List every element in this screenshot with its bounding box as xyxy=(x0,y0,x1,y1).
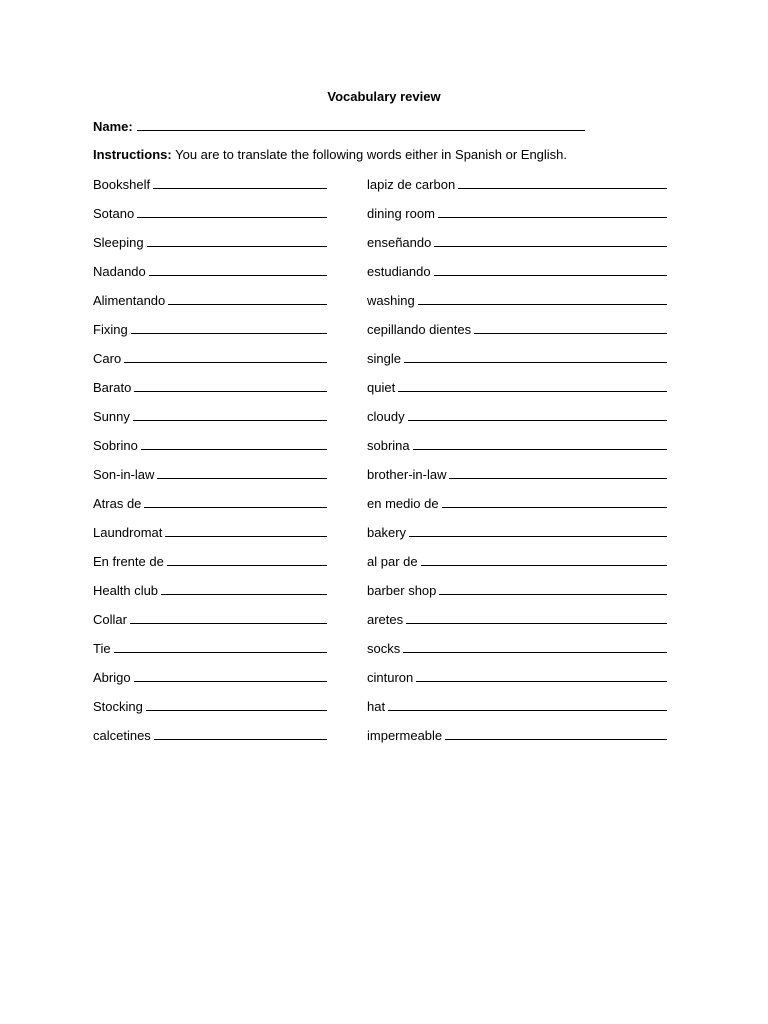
instructions-text: You are to translate the following words either in Spanish or English. xyxy=(171,147,568,162)
vocab-item xyxy=(93,697,327,726)
vocab-item xyxy=(93,407,327,436)
answer-blank[interactable] xyxy=(144,494,327,508)
vocab-item xyxy=(93,320,327,349)
instructions xyxy=(93,146,567,164)
vocab-item xyxy=(93,726,327,755)
vocab-item xyxy=(93,436,327,465)
vocab-word: calcetines xyxy=(93,728,151,743)
answer-blank[interactable] xyxy=(157,465,327,479)
vocab-word: sobrina xyxy=(367,438,410,453)
answer-blank[interactable] xyxy=(403,639,667,653)
answer-blank[interactable] xyxy=(165,523,327,537)
vocab-word: Caro xyxy=(93,351,122,366)
vocab-word: Bookshelf xyxy=(93,177,151,192)
vocab-word: Sotano xyxy=(93,206,135,221)
vocab-item xyxy=(367,407,667,436)
vocab-item xyxy=(93,262,327,291)
answer-blank[interactable] xyxy=(416,668,667,682)
answer-blank[interactable] xyxy=(458,175,667,189)
vocab-item xyxy=(367,668,667,697)
answer-blank[interactable] xyxy=(133,407,327,421)
vocab-item xyxy=(93,494,327,523)
answer-blank[interactable] xyxy=(154,726,327,740)
vocab-word: hat xyxy=(367,699,386,714)
vocab-item xyxy=(93,523,327,552)
vocab-word: cloudy xyxy=(367,409,405,424)
vocab-word: Sobrino xyxy=(93,438,138,453)
instructions-label: Instructions: xyxy=(93,147,172,162)
answer-blank[interactable] xyxy=(149,262,327,276)
vocab-item xyxy=(367,349,667,378)
vocab-word: estudiando xyxy=(367,264,431,279)
vocab-item xyxy=(367,494,667,523)
vocab-item xyxy=(93,204,327,233)
vocab-item xyxy=(367,320,667,349)
vocab-word: en medio de xyxy=(367,496,439,511)
vocab-word: Atras de xyxy=(93,496,142,511)
vocab-word: bakery xyxy=(367,525,407,540)
answer-blank[interactable] xyxy=(114,639,327,653)
vocab-word: Tie xyxy=(93,641,111,656)
answer-blank[interactable] xyxy=(449,465,667,479)
vocab-item xyxy=(367,552,667,581)
vocab-item xyxy=(367,291,667,320)
answer-blank[interactable] xyxy=(439,581,667,595)
answer-blank[interactable] xyxy=(434,233,667,247)
vocab-word: Sunny xyxy=(93,409,130,424)
vocab-word: Nadando xyxy=(93,264,146,279)
answer-blank[interactable] xyxy=(146,697,327,711)
vocab-item xyxy=(367,233,667,262)
vocab-item xyxy=(367,175,667,204)
answer-blank[interactable] xyxy=(434,262,667,276)
answer-blank[interactable] xyxy=(168,291,327,305)
answer-blank[interactable] xyxy=(445,726,667,740)
answer-blank[interactable] xyxy=(141,436,327,450)
vocab-item xyxy=(367,262,667,291)
name-blank[interactable] xyxy=(137,117,585,131)
vocab-item xyxy=(93,581,327,610)
vocab-word: barber shop xyxy=(367,583,437,598)
vocab-word: Sleeping xyxy=(93,235,144,250)
answer-blank[interactable] xyxy=(442,494,667,508)
vocab-word: En frente de xyxy=(93,554,164,569)
vocab-item xyxy=(93,233,327,262)
vocab-word: Laundromat xyxy=(93,525,163,540)
vocab-item xyxy=(367,697,667,726)
answer-blank[interactable] xyxy=(474,320,667,334)
vocab-word: cepillando dientes xyxy=(367,322,472,337)
vocab-item xyxy=(93,639,327,668)
vocab-word: single xyxy=(367,351,401,366)
vocab-word: Abrigo xyxy=(93,670,131,685)
vocab-word: al par de xyxy=(367,554,418,569)
vocab-word: Health club xyxy=(93,583,159,598)
answer-blank[interactable] xyxy=(147,233,327,247)
vocab-word: washing xyxy=(367,293,415,308)
answer-blank[interactable] xyxy=(406,610,667,624)
answer-blank[interactable] xyxy=(398,378,667,392)
vocab-word: Alimentando xyxy=(93,293,166,308)
name-row xyxy=(93,117,585,136)
answer-blank[interactable] xyxy=(409,523,667,537)
vocab-item xyxy=(367,581,667,610)
vocab-item xyxy=(367,378,667,407)
answer-blank[interactable] xyxy=(404,349,667,363)
answer-blank[interactable] xyxy=(418,291,667,305)
vocab-word: Collar xyxy=(93,612,127,627)
vocab-word: quiet xyxy=(367,380,396,395)
vocab-item xyxy=(93,610,327,639)
vocab-item xyxy=(93,465,327,494)
page-title: Vocabulary review xyxy=(327,89,441,104)
vocab-item xyxy=(367,204,667,233)
vocab-word: Stocking xyxy=(93,699,143,714)
answer-blank[interactable] xyxy=(134,378,327,392)
vocab-item xyxy=(367,726,667,755)
vocab-word: Son-in-law xyxy=(93,467,155,482)
answer-blank[interactable] xyxy=(137,204,327,218)
left-column xyxy=(93,175,327,755)
vocab-item xyxy=(93,668,327,697)
vocab-word: enseñando xyxy=(367,235,432,250)
vocab-item xyxy=(93,175,327,204)
vocab-item xyxy=(367,523,667,552)
answer-blank[interactable] xyxy=(413,436,667,450)
vocab-word: Barato xyxy=(93,380,132,395)
vocab-word: socks xyxy=(367,641,401,656)
vocab-item xyxy=(367,436,667,465)
vocab-item xyxy=(93,349,327,378)
vocab-word: aretes xyxy=(367,612,404,627)
answer-blank[interactable] xyxy=(130,610,327,624)
answer-blank[interactable] xyxy=(134,668,327,682)
answer-blank[interactable] xyxy=(167,552,327,566)
answer-blank[interactable] xyxy=(408,407,667,421)
vocab-item xyxy=(93,552,327,581)
answer-blank[interactable] xyxy=(438,204,667,218)
vocab-word: Fixing xyxy=(93,322,128,337)
vocab-item xyxy=(93,378,327,407)
vocab-word: brother-in-law xyxy=(367,467,447,482)
vocab-item xyxy=(367,610,667,639)
vocab-word: dining room xyxy=(367,206,435,221)
vocab-word: lapiz de carbon xyxy=(367,177,456,192)
vocab-item xyxy=(367,465,667,494)
vocab-item xyxy=(93,291,327,320)
vocab-word: cinturon xyxy=(367,670,414,685)
name-label: Name: xyxy=(93,119,133,134)
right-column xyxy=(367,175,667,755)
answer-blank[interactable] xyxy=(388,697,667,711)
vocab-word: impermeable xyxy=(367,728,443,743)
answer-blank[interactable] xyxy=(124,349,327,363)
answer-blank[interactable] xyxy=(161,581,327,595)
vocab-item xyxy=(367,639,667,668)
answer-blank[interactable] xyxy=(421,552,667,566)
answer-blank[interactable] xyxy=(153,175,327,189)
answer-blank[interactable] xyxy=(131,320,327,334)
